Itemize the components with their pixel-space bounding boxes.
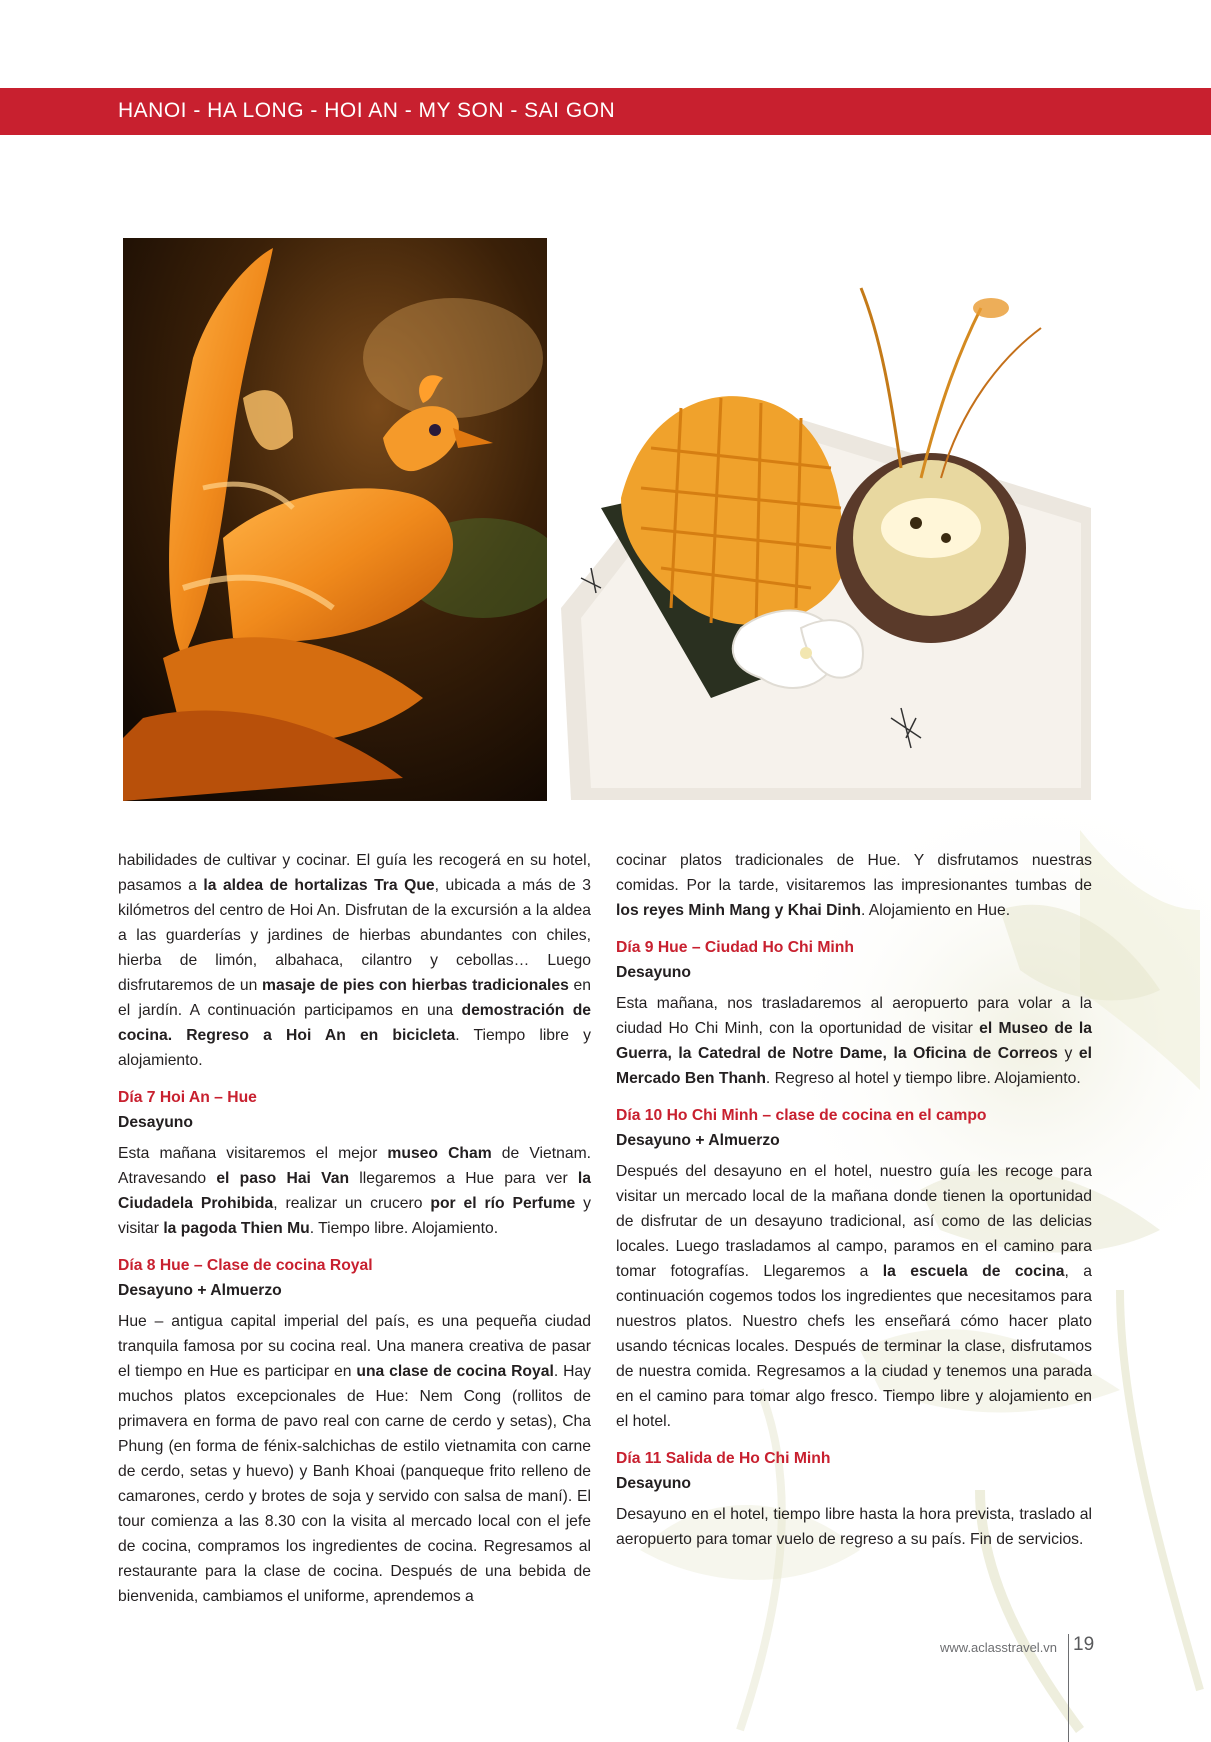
left-text-column — [118, 848, 591, 1609]
day7-title: Día 7 Hoi An – Hue — [118, 1089, 257, 1106]
mango-dessert-photo — [561, 248, 1091, 800]
day9-paragraph: Esta mañana, nos trasladaremos al aeropuerto para volar a la ciudad Ho Chi Minh, con la oportunidad de visitar el Museo de la Guerra, la Catedral de Notre Dame, la Oficina de Correos y el Mercado Ben Thanh. Regreso al hotel y tiempo libre. Alojamiento. — [616, 995, 1092, 1087]
right-text-column — [616, 848, 1092, 1552]
day11-title: Día 11 Salida de Ho Chi Minh — [616, 1450, 831, 1467]
day8-paragraph: Hue – antigua capital imperial del país, es una pequeña ciudad tranquila famosa por su cocina real. Una manera creativa de pasar el tiempo en Hue es participar en una clase de cocina Royal. Hay muchos platos excepcionales de Hue: Nem Cong (rollitos de primavera en forma de pavo real con carne de cerdo y setas), Cha Phung (en forma de fénix-salchichas de estilo vietnamita con carne de cerdo, setas y huevo) y Banh Khoai (panqueque frito relleno de camarones, cerdo y brotes de soja y servido con salsa de maní). El tour comienza a las 8.30 con la visita al mercado local con el jefe de cocina, compramos los ingredientes de cocina. Regresamos al restaurante para la clase de cocina. Después de una bebida de bienvenida, cambiamos el uniforme, aprendemos a — [118, 1313, 591, 1605]
day10-meal: Desayuno + Almuerzo — [616, 1132, 780, 1149]
day11-paragraph: Desayuno en el hotel, tiempo libre hasta la hora prevista, traslado al aeropuerto para tomar vuelo de regreso a su país. Fin de servicios. — [616, 1506, 1092, 1548]
intro-paragraph: habilidades de cultivar y cocinar. El guía les recogerá en su hotel, pasamos a la aldea de hortalizas Tra Que, ubicada a más de 3 kilómetros del centro de Hoi An. Disfrutan de la excursión a la aldea a las guarderías y jardines de hierbas abundantes con chiles, hierba de limón, albahaca, cilantro y cebollas… Luego disfrutaremos de un masaje de pies con hierbas tradicionales en el jardín. A continuación participamos en una demostración de cocina. Regreso a Hoi An en bicicleta. Tiempo libre y alojamiento. — [118, 852, 592, 1069]
day11-meal: Desayuno — [616, 1475, 691, 1492]
day7-paragraph: Esta mañana visitaremos el mejor museo Cham de Vietnam. Atravesando el paso Hai Van llegaremos a Hue para ver la Ciudadela Prohibida, realizar un crucero por el río Perfume y visitar la pagoda Thien Mu. Tiempo libre. Alojamiento. — [118, 1145, 591, 1237]
day7-meal: Desayuno — [118, 1114, 193, 1131]
header-band — [0, 88, 1211, 135]
day8-title: Día 8 Hue – Clase de cocina Royal — [118, 1257, 373, 1274]
page-number: 19 — [1073, 1634, 1095, 1655]
day9-title: Día 9 Hue – Ciudad Ho Chi Minh — [616, 939, 854, 956]
day8-meal: Desayuno + Almuerzo — [118, 1282, 282, 1299]
header-title: HANOI - HA LONG - HOI AN - MY SON - SAI GON — [118, 99, 616, 122]
day8-continuation-paragraph: cocinar platos tradicionales de Hue. Y disfrutamos nuestras comidas. Por la tarde, visitaremos las impresionantes tumbas de los reyes Minh Mang y Khai Dinh. Alojamiento en Hue. — [616, 852, 1092, 919]
day9-meal: Desayuno — [616, 964, 691, 981]
footer-divider — [1068, 1634, 1069, 1742]
day10-title: Día 10 Ho Chi Minh – clase de cocina en el campo — [616, 1107, 987, 1124]
day10-paragraph: Después del desayuno en el hotel, nuestro guía les recoge para visitar un mercado local de la mañana donde tienen la oportunidad de disfrutar de un desayuno tradicional, así como de las delicias locales. Luego trasladamos al campo, paramos en el camino para tomar fotografías. Llegaremos a la escuela de cocina, a continuación cogemos todos los ingredientes que necesitamos para nuestros platos. Nuestro chefs les enseñará cómo hacer plato usando técnicas locales. Después de terminar la clase, disfrutamos de nuestra comida. Regresamos a la ciudad y tenemos una parada en el camino para tomar algo fresco. Tiempo libre y alojamiento en el hotel. — [616, 1163, 1092, 1430]
footer-website-url: www.aclasstravel.vn — [940, 1640, 1058, 1655]
carved-phoenix-photo — [123, 238, 547, 801]
